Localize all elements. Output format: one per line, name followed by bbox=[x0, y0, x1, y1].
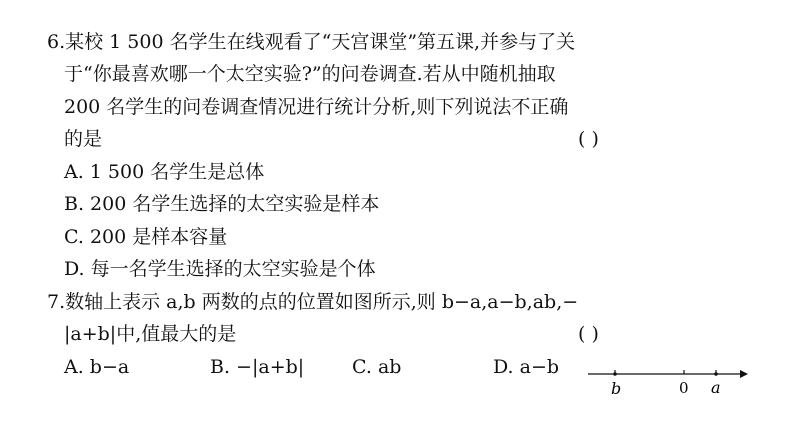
q7-option-b: B. −|a+b| bbox=[210, 356, 305, 378]
label-a: a bbox=[711, 378, 721, 397]
label-b: b bbox=[611, 379, 622, 398]
point-b bbox=[613, 372, 617, 376]
q7-answer-paren: ( ) bbox=[578, 323, 599, 345]
q6-option-b: B. 200 名学生选择的太空实验是样本 bbox=[64, 193, 380, 215]
q6-option-d: D. 每一名学生选择的太空实验是个体 bbox=[64, 258, 376, 280]
q6-line-4: 的是 bbox=[64, 128, 103, 150]
point-a bbox=[714, 372, 718, 376]
q7-line-2: |a+b|中,值最大的是 bbox=[64, 323, 237, 345]
q7-option-a: A. b−a bbox=[64, 356, 130, 378]
q6-answer-paren: ( ) bbox=[578, 128, 599, 150]
q7-option-c: C. ab bbox=[352, 356, 402, 378]
number-line-arrow bbox=[740, 370, 748, 378]
q6-line-2: 于“你最喜欢哪一个太空实验?”的问卷调查.若从中随机抽取 bbox=[64, 63, 556, 85]
q7-option-d: D. a−b bbox=[493, 356, 560, 378]
number-line bbox=[580, 360, 750, 400]
q6-option-c: C. 200 是样本容量 bbox=[64, 226, 228, 248]
q6-option-a: A. 1 500 名学生是总体 bbox=[64, 161, 265, 183]
q7-line-1: 7.数轴上表示 a,b 两数的点的位置如图所示,则 b−a,a−b,ab,− bbox=[47, 291, 579, 313]
q6-line-1: 6.某校 1 500 名学生在线观看了“天宫课堂”第五课,并参与了关 bbox=[47, 31, 576, 53]
label-zero: 0 bbox=[679, 379, 689, 397]
q6-line-3: 200 名学生的问卷调查情况进行统计分析,则下列说法不正确 bbox=[64, 96, 569, 118]
